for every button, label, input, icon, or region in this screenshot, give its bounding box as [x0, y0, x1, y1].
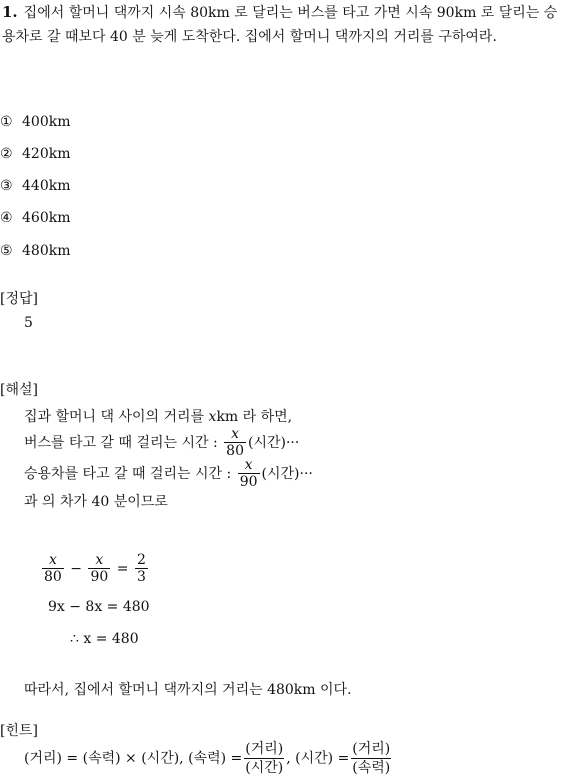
equation-3: ∴ x = 480 [70, 631, 139, 647]
choice-1[interactable] [0, 114, 70, 130]
operator: − [70, 561, 83, 577]
text: 승용차를 타고 갈 때 걸리는 시간 : [24, 466, 236, 482]
equals: = [116, 561, 129, 577]
fraction [135, 552, 148, 586]
text: 버스를 타고 갈 때 걸리는 시간 : [24, 435, 223, 451]
hint-part-2: (속력) = [188, 750, 243, 767]
choice-text: 400km [22, 114, 71, 130]
choice-text: 460km [22, 210, 71, 226]
hint-label: [힌트] [0, 723, 38, 739]
comma: , [286, 750, 291, 767]
question [2, 0, 568, 49]
variable: x [208, 409, 217, 425]
numerator: 2 [136, 552, 146, 568]
explanation-line-3 [24, 457, 313, 491]
numerator: x [48, 552, 57, 568]
choice-5[interactable] [0, 243, 70, 259]
hint-formulas [24, 740, 393, 777]
choice-mark: ② [0, 146, 13, 162]
text: (시간)··· [247, 435, 300, 451]
question-text: 집에서 할머니 댁까지 시속 80km 로 달리는 버스를 타고 가면 시속 90km 로 달리는 승용차로 갈 때보다 40 분 늦게 도착한다. 집에서 할머니 댁까지의 거리를 구하여라. [2, 5, 558, 45]
denominator: (시간) [245, 760, 284, 776]
denominator: 3 [136, 569, 146, 585]
choice-2[interactable] [0, 146, 70, 162]
explanation-line-2 [24, 426, 299, 460]
question-number: 1. [2, 3, 18, 21]
answer-value: 5 [24, 315, 33, 331]
equation-1 [40, 552, 150, 586]
denominator: 80 [226, 443, 244, 459]
choice-text: 480km [22, 243, 71, 259]
answer-label: [정답] [0, 291, 38, 307]
fraction [244, 740, 284, 777]
explanation-label: [해설] [0, 382, 38, 398]
numerator: x [231, 426, 240, 442]
explanation-line-4: 과 의 차가 40 분이므로 [24, 494, 168, 510]
text: km 라 하면, [216, 409, 293, 425]
choice-text: 420km [22, 146, 71, 162]
denominator: 90 [90, 569, 109, 585]
choice-mark: ⑤ [0, 243, 13, 259]
fraction [42, 552, 64, 586]
equation-2: 9x − 8x = 480 [48, 599, 150, 615]
choice-4[interactable] [0, 210, 70, 226]
numerator: (거리) [245, 741, 284, 757]
hint-part-3: (시간) = [295, 750, 350, 767]
fraction [224, 426, 246, 460]
explanation-conclusion: 따라서, 집에서 할머니 댁까지의 거리는 480km 이다. [24, 682, 352, 698]
hint-part-1: (거리) = (속력) × (시간), [24, 750, 184, 767]
choice-mark: ① [0, 114, 13, 130]
denominator: (속력) [352, 760, 391, 776]
choice-text: 440km [22, 178, 71, 194]
choice-3[interactable] [0, 178, 70, 194]
fraction [238, 457, 260, 491]
numerator: x [95, 552, 104, 568]
text: 집과 할머니 댁 사이의 거리를 [24, 409, 209, 425]
explanation-line-1 [24, 406, 292, 426]
fraction [88, 552, 110, 586]
numerator: x [244, 457, 253, 473]
denominator: 80 [44, 569, 62, 585]
choice-mark: ④ [0, 210, 13, 226]
denominator: 90 [239, 474, 258, 490]
fraction [351, 740, 391, 777]
text: (시간)··· [261, 466, 313, 482]
numerator: (거리) [352, 741, 391, 757]
choice-mark: ③ [0, 178, 13, 194]
